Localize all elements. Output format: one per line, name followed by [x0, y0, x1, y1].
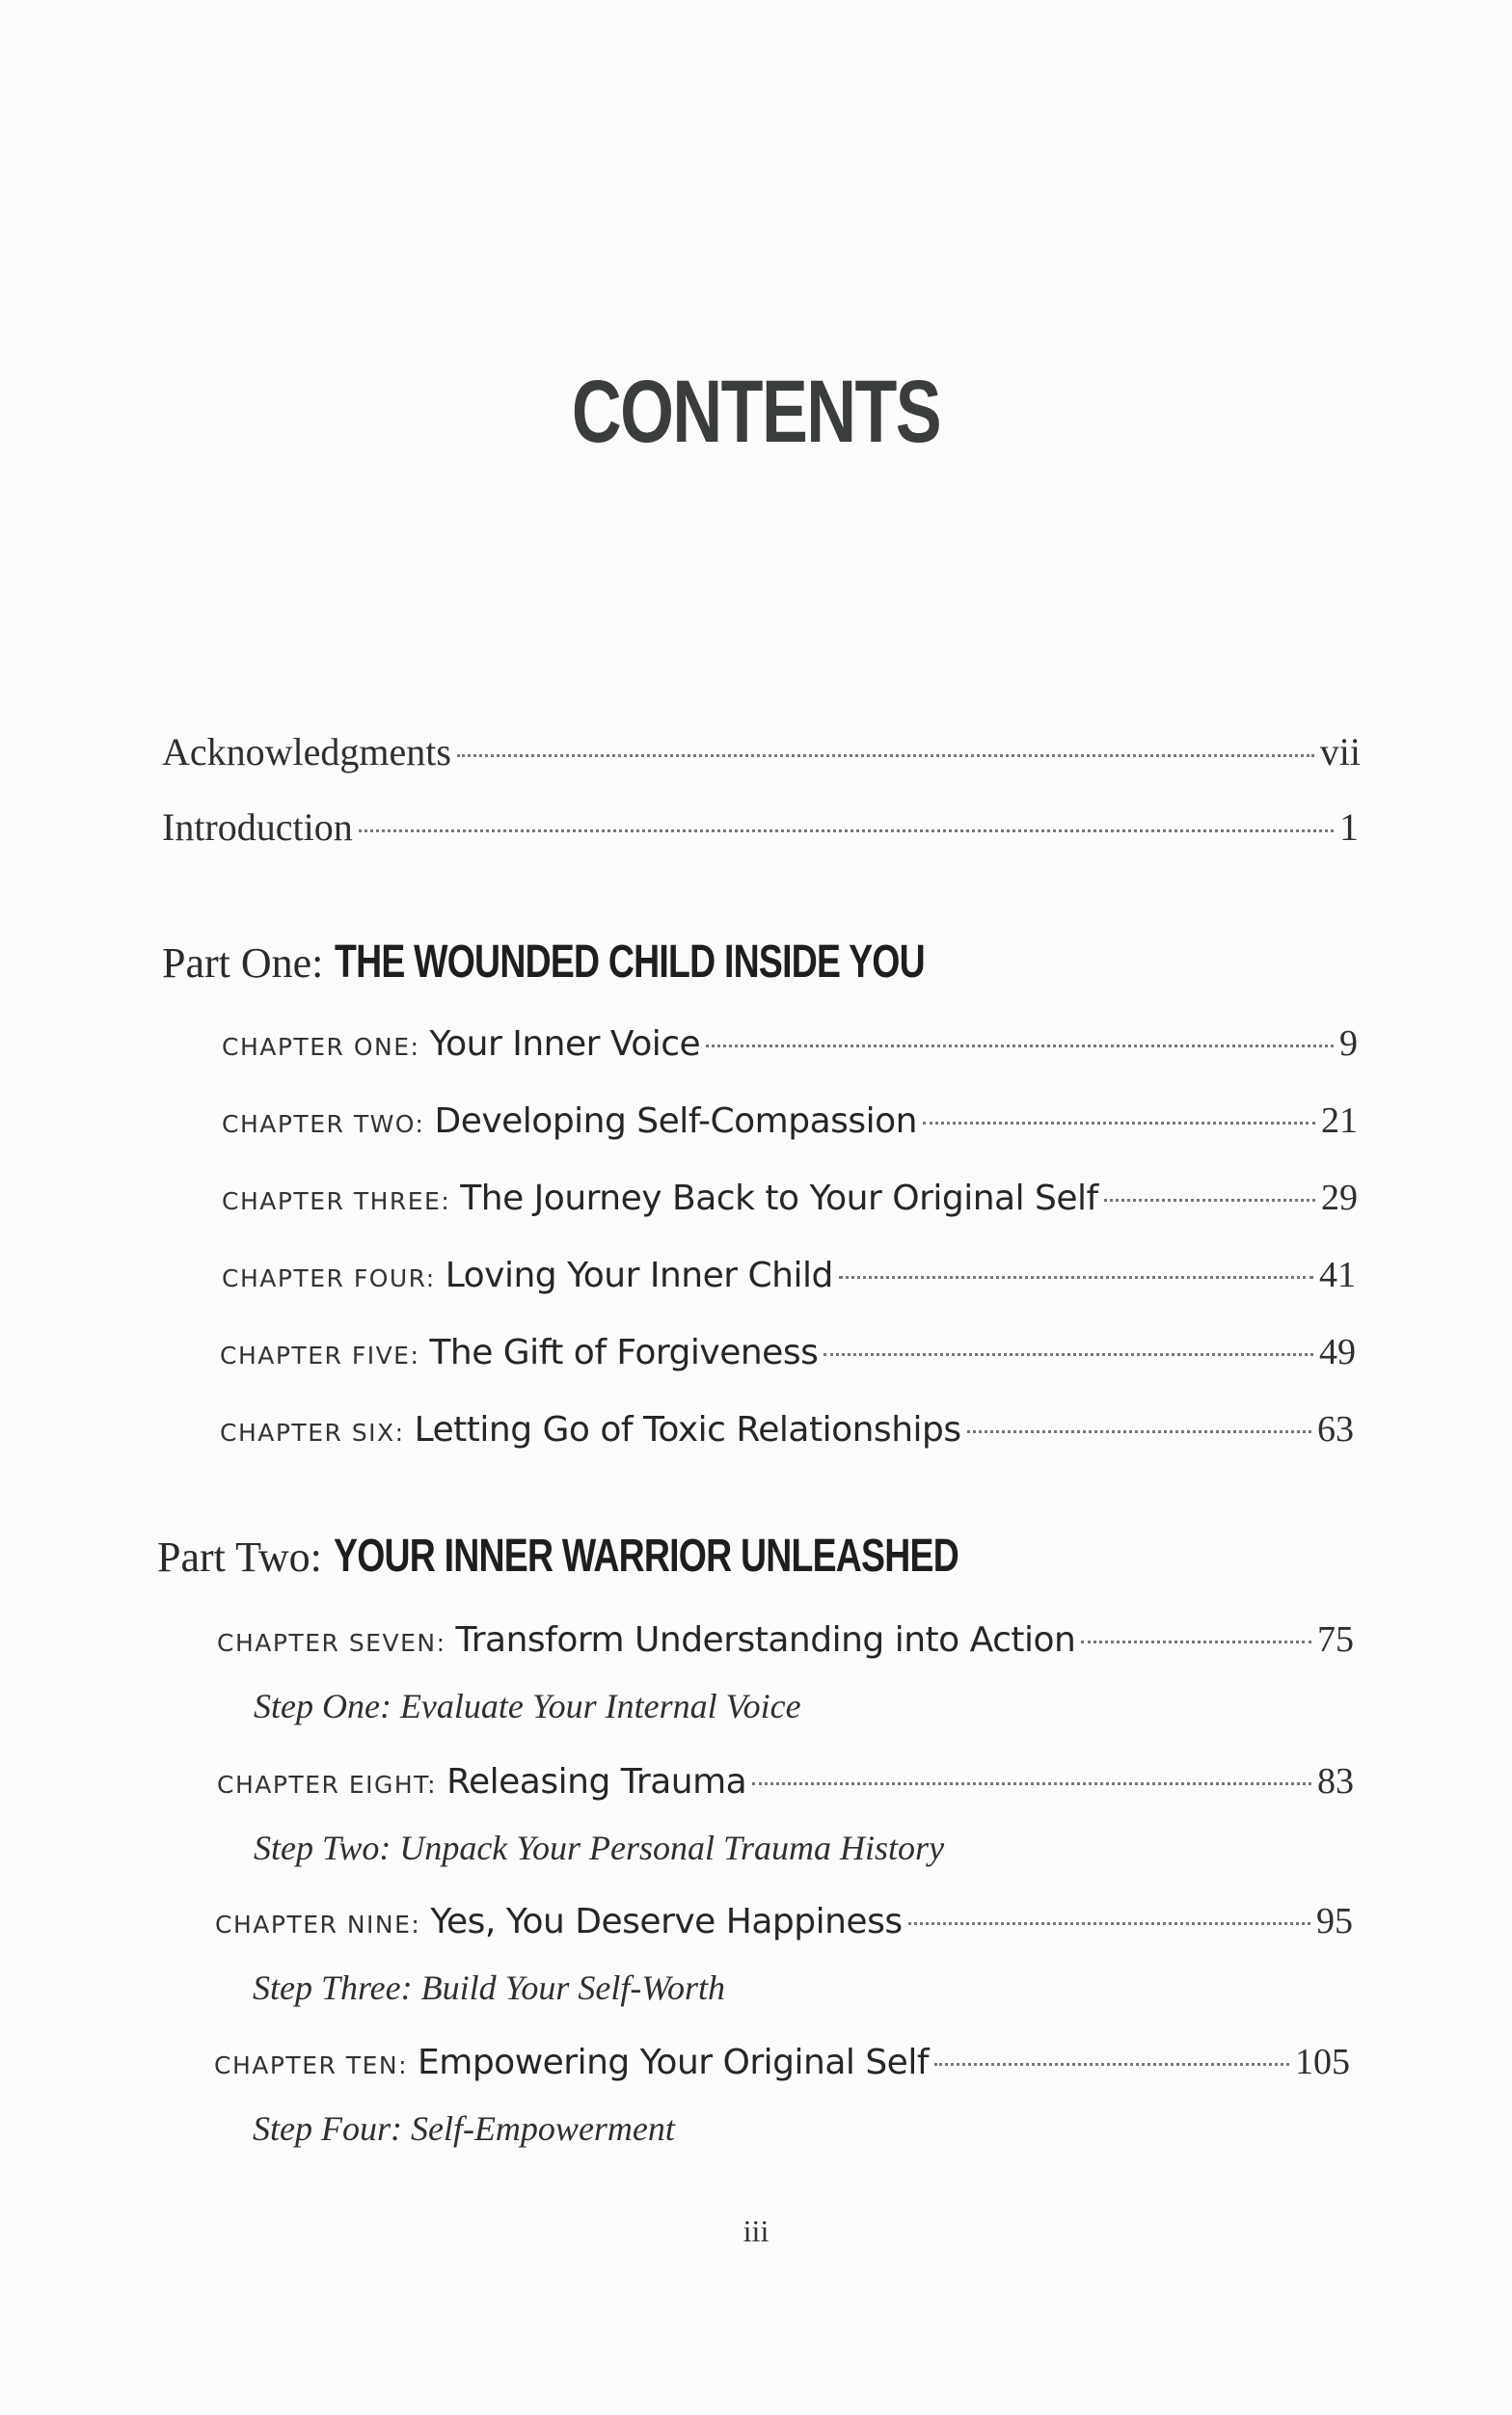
toc-chapter-five[interactable] — [220, 1331, 1356, 1373]
chapter-prefix: CHAPTER SEVEN: — [217, 1629, 446, 1657]
toc-entry-label: Acknowledgments — [162, 730, 451, 773]
toc-page-number: 49 — [1319, 1332, 1356, 1372]
toc-chapter-ten[interactable] — [214, 2041, 1350, 2083]
toc-page-number: 21 — [1321, 1100, 1358, 1141]
toc-page-number: 1 — [1339, 805, 1359, 849]
chapter-title: Letting Go of Toxic Relationships — [414, 1410, 961, 1450]
dot-leader — [752, 1782, 1311, 1785]
toc-chapter-two[interactable] — [222, 1099, 1358, 1142]
chapter-title: The Gift of Forgiveness — [429, 1333, 819, 1372]
part-two-heading — [157, 1530, 1135, 1583]
dot-leader — [824, 1353, 1313, 1356]
toc-chapter-one[interactable] — [222, 1022, 1358, 1065]
chapter-title: Developing Self-Compassion — [434, 1101, 917, 1141]
toc-page-number: 41 — [1319, 1255, 1356, 1295]
chapter-prefix: CHAPTER ONE: — [222, 1033, 420, 1061]
toc-entry-introduction[interactable] — [162, 804, 1359, 850]
page-title: CONTENTS — [571, 363, 941, 461]
toc-entry-label: Introduction — [162, 805, 353, 849]
dot-leader — [934, 2063, 1289, 2066]
part-title: YOUR INNER WARRIOR UNLEASHED — [333, 1531, 958, 1582]
dot-leader — [1104, 1199, 1315, 1202]
toc-page-number: 9 — [1339, 1023, 1358, 1064]
toc-chapter-eight[interactable] — [217, 1760, 1354, 1803]
chapter-title: Yes, You Deserve Happiness — [430, 1902, 903, 1941]
chapter-prefix: CHAPTER FOUR: — [222, 1264, 436, 1292]
page-number-folio: iii — [742, 2213, 770, 2248]
chapter-prefix: CHAPTER EIGHT: — [217, 1771, 438, 1799]
chapter-prefix: CHAPTER TEN: — [214, 2051, 409, 2079]
chapter-prefix: CHAPTER NINE: — [215, 1911, 421, 1939]
dot-leader — [923, 1122, 1315, 1125]
chapter-prefix: CHAPTER FIVE: — [220, 1342, 420, 1370]
chapter-title: Empowering Your Original Self — [418, 2043, 929, 2082]
toc-page-number: 63 — [1317, 1409, 1354, 1450]
chapter-prefix: CHAPTER TWO: — [222, 1110, 425, 1138]
toc-page-number: vii — [1319, 730, 1361, 773]
chapter-step-subtitle: Step One: Evaluate Your Internal Voice — [254, 1687, 801, 1725]
toc-page-number: 83 — [1317, 1761, 1354, 1802]
chapter-prefix: CHAPTER SIX: — [220, 1419, 405, 1447]
part-prefix: Part One: — [162, 939, 324, 987]
chapter-step-subtitle: Step Two: Unpack Your Personal Trauma History — [254, 1829, 945, 1867]
chapter-title: Releasing Trauma — [446, 1762, 747, 1802]
chapter-title: Transform Understanding into Action — [455, 1620, 1076, 1660]
dot-leader — [908, 1922, 1310, 1925]
toc-page-number: 105 — [1295, 2042, 1350, 2082]
dot-leader — [967, 1430, 1311, 1433]
chapter-step-subtitle: Step Four: Self-Empowerment — [253, 2109, 675, 2148]
dot-leader — [359, 829, 1334, 832]
toc-page-number: 95 — [1316, 1901, 1353, 1941]
chapter-title: Your Inner Voice — [429, 1024, 701, 1064]
chapter-step-subtitle: Step Three: Build Your Self-Worth — [253, 1968, 726, 2007]
toc-chapter-nine[interactable] — [215, 1900, 1353, 1942]
toc-page-number: 29 — [1321, 1178, 1358, 1218]
dot-leader — [457, 754, 1314, 757]
part-one-heading — [162, 936, 1092, 989]
dot-leader — [706, 1045, 1334, 1047]
dot-leader — [839, 1276, 1313, 1279]
toc-entry-acknowledgments[interactable] — [162, 729, 1361, 774]
chapter-prefix: CHAPTER THREE: — [222, 1187, 451, 1215]
toc-chapter-seven[interactable] — [217, 1618, 1354, 1661]
chapter-title: The Journey Back to Your Original Self — [460, 1179, 1098, 1218]
chapter-title: Loving Your Inner Child — [445, 1256, 833, 1295]
toc-page-number: 75 — [1317, 1619, 1354, 1660]
toc-chapter-three[interactable] — [222, 1177, 1358, 1219]
part-prefix: Part Two: — [157, 1533, 322, 1581]
toc-chapter-four[interactable] — [222, 1254, 1356, 1296]
dot-leader — [1081, 1641, 1311, 1643]
part-title: THE WOUNDED CHILD INSIDE YOU — [335, 936, 926, 988]
toc-chapter-six[interactable] — [220, 1408, 1354, 1451]
